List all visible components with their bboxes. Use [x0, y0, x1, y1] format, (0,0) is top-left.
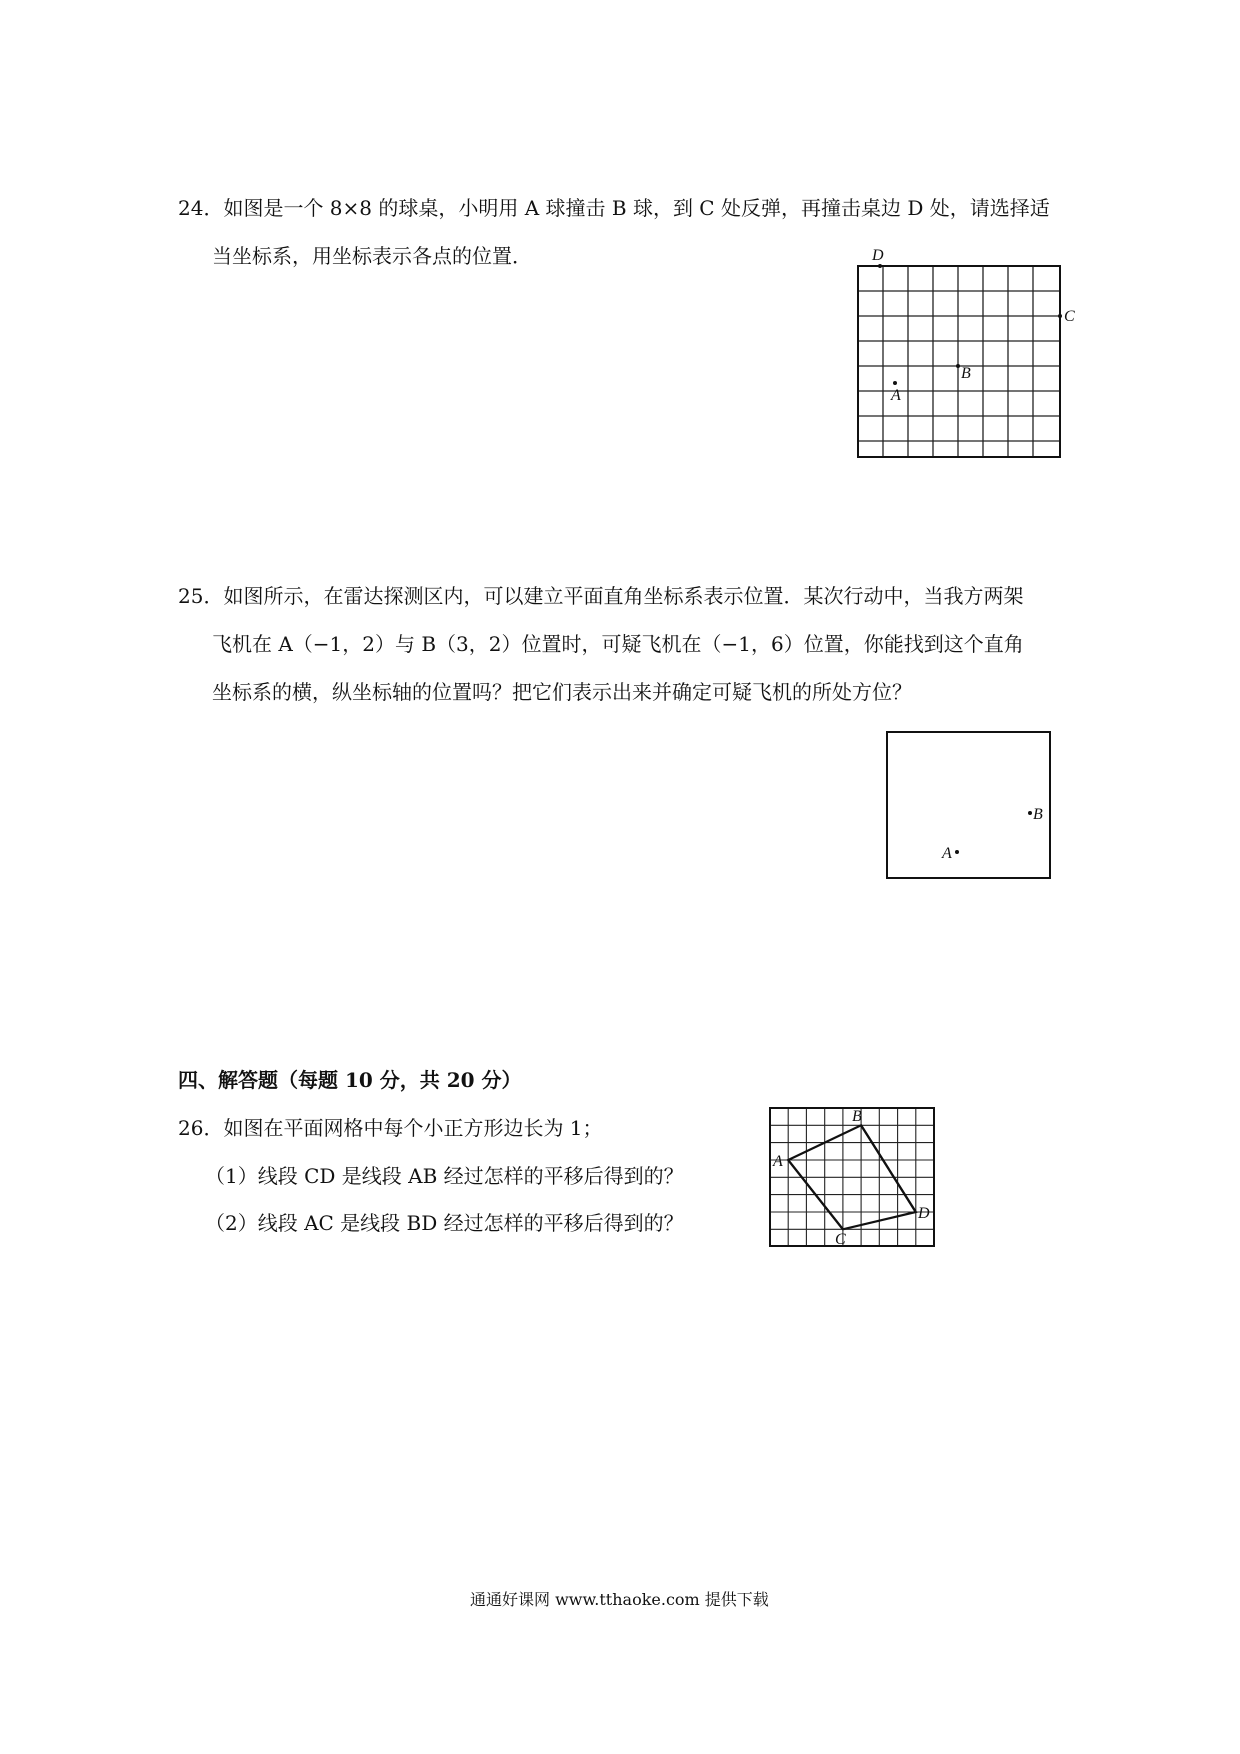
q26-point-d-label: D: [918, 1205, 930, 1222]
q25-point-b-label: B: [1033, 806, 1043, 823]
q26-translation-grid-figure: [768, 1106, 940, 1258]
q24-line-2: 当坐标系，用坐标表示各点的位置．: [212, 244, 532, 268]
q26-part-1: （1）线段 CD 是线段 AB 经过怎样的平移后得到的？: [205, 1164, 684, 1188]
q24-line-1: 24．如图是一个 8×8 的球桌，小明用 A 球撞击 B 球，到 C 处反弹，再撞击桌边 D 处，请选择适: [178, 196, 1050, 220]
q24-point-d-label: D: [872, 247, 884, 264]
q26-line-1: 26．如图在平面网格中每个小正方形边长为 1；: [178, 1116, 603, 1140]
q24-point-a-label: A: [891, 387, 901, 404]
q24-billiard-grid-figure: [850, 245, 1080, 469]
section-4-heading: 四、解答题（每题 10 分，共 20 分）: [178, 1068, 522, 1092]
q26-part-2: （2）线段 AC 是线段 BD 经过怎样的平移后得到的？: [205, 1211, 684, 1235]
q25-line-3: 坐标系的横，纵坐标轴的位置吗？把它们表示出来并确定可疑飞机的所处方位？: [212, 680, 912, 704]
q25-point-a-label: A: [942, 845, 952, 862]
q24-point-c-label: C: [1064, 308, 1075, 325]
q25-line-1: 25．如图所示，在雷达探测区内，可以建立平面直角坐标系表示位置．某次行动中，当我方两架: [178, 584, 1024, 608]
q26-point-c-label: C: [835, 1231, 846, 1248]
q25-radar-box-figure: [885, 730, 1055, 886]
q25-line-2: 飞机在 A（−1，2）与 B（3，2）位置时，可疑飞机在（−1，6）位置，你能找到这个直角: [212, 632, 1024, 656]
q26-point-b-label: B: [852, 1108, 862, 1125]
q24-point-b-label: B: [961, 365, 971, 382]
page-footer: 通通好课网 www.tthaoke.com 提供下载: [470, 1590, 769, 1609]
q26-point-a-label: A: [773, 1153, 783, 1170]
